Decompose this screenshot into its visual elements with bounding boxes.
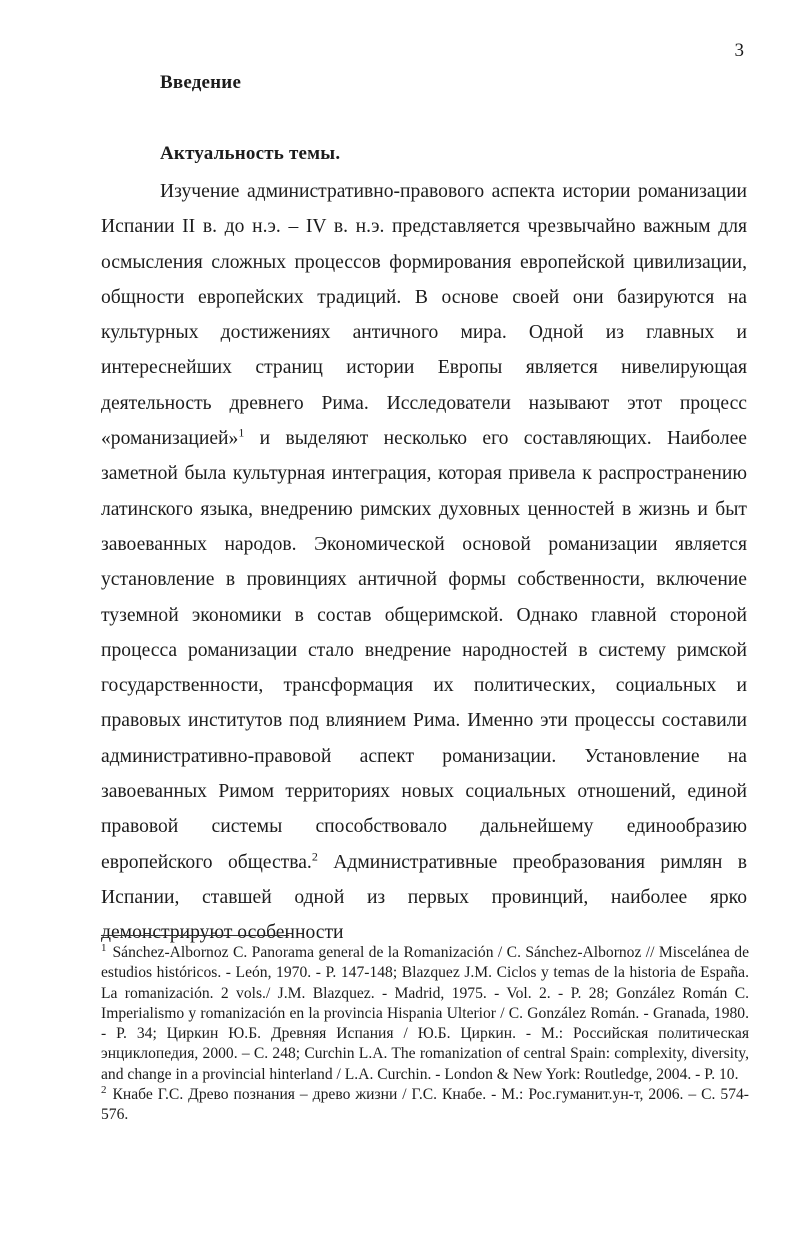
footnote-reference-2: 2 [311, 849, 318, 864]
footnote-text: Кнабе Г.С. Древо познания – древо жизни / Г.С. Кнабе. - М.: Рос.гуманит.ун-т, 2006. – С. 574-576. [101, 1086, 749, 1124]
footnote-text: Sánchez-Albornoz C. Panorama general de la Romanización / C. Sánchez-Albornoz // Miscelánea de estudios históricos. - León, 1970. - P. 147-148; Blazquez J.M. Ciclos y temas de la historia de España. La romanización. 2 vols./ J.M. Blazquez. - Madrid, 1975. - Vol. 2. - P. 28; González Román C. Imperialismo y romanización en la provincia Hispania Ulterior / C. González Román. - Granada, 1980. - P. 34; Циркин Ю.Б. Древняя Испания / Ю.Б. Циркин. - М.: Российская политическая энциклопедия, 2000. – С. 248; Curchin L.A. The romanization of central Spain: complexity, diversity, and change in a provincial hinterland / L.A. Curchin. - London & New York: Routledge, 2004. - P. 10. [101, 944, 749, 1083]
body-text-part-1: Изучение административно-правового аспекта истории романизации Испании II в. до н.э. – IV в. н.э. представляется чрезвычайно важным для осмысления сложных процессов формирования европейской цивилизации, общности европейских традиций. В основе своей они базируются на культурных достижениях античного мира. Одной из главных и интереснейших страниц истории Европы является нивелирующая деятельность древнего Рима. Исследователи называют этот процесс «романизацией» [101, 181, 747, 450]
page-number: 3 [734, 40, 744, 61]
footnote-number: 1 [101, 941, 107, 954]
footnote-number: 2 [101, 1083, 107, 1096]
footnote-separator [101, 935, 289, 936]
footnote-reference-1: 1 [238, 425, 245, 440]
body-paragraph [101, 174, 747, 951]
body-text-part-2: и выделяют несколько его составляющих. Наиболее заметной была культурная интеграция, которая привела к распространению латинского языка, внедрению римских духовных ценностей в жизнь и быт завоеванных народов. Экономической основой романизации является установление в провинциях античной формы собственности, включение туземной экономики в состав общеримской. Однако главной стороной процесса романизации стало внедрение народностей в систему римской государственности, трансформация их политических, социальных и правовых институтов под влиянием Рима. Именно эти процессы составили административно-правовой аспект романизации. Установление на завоеванных Римом территориях новых социальных отношений, единой правовой системы способствовало дальнейшему единообразию европейского общества. [101, 428, 747, 873]
section-heading-introduction: Введение [160, 72, 242, 93]
footnote-2 [101, 1085, 749, 1126]
footnotes [101, 943, 749, 1126]
section-heading-topic-relevance: Актуальность темы. [160, 143, 341, 164]
body-text-part-3: Административные преобразования римлян в Испании, ставшей одной из первых провинций, наиболее ярко демонстрируют особенности [101, 851, 748, 944]
footnote-1 [101, 943, 749, 1085]
